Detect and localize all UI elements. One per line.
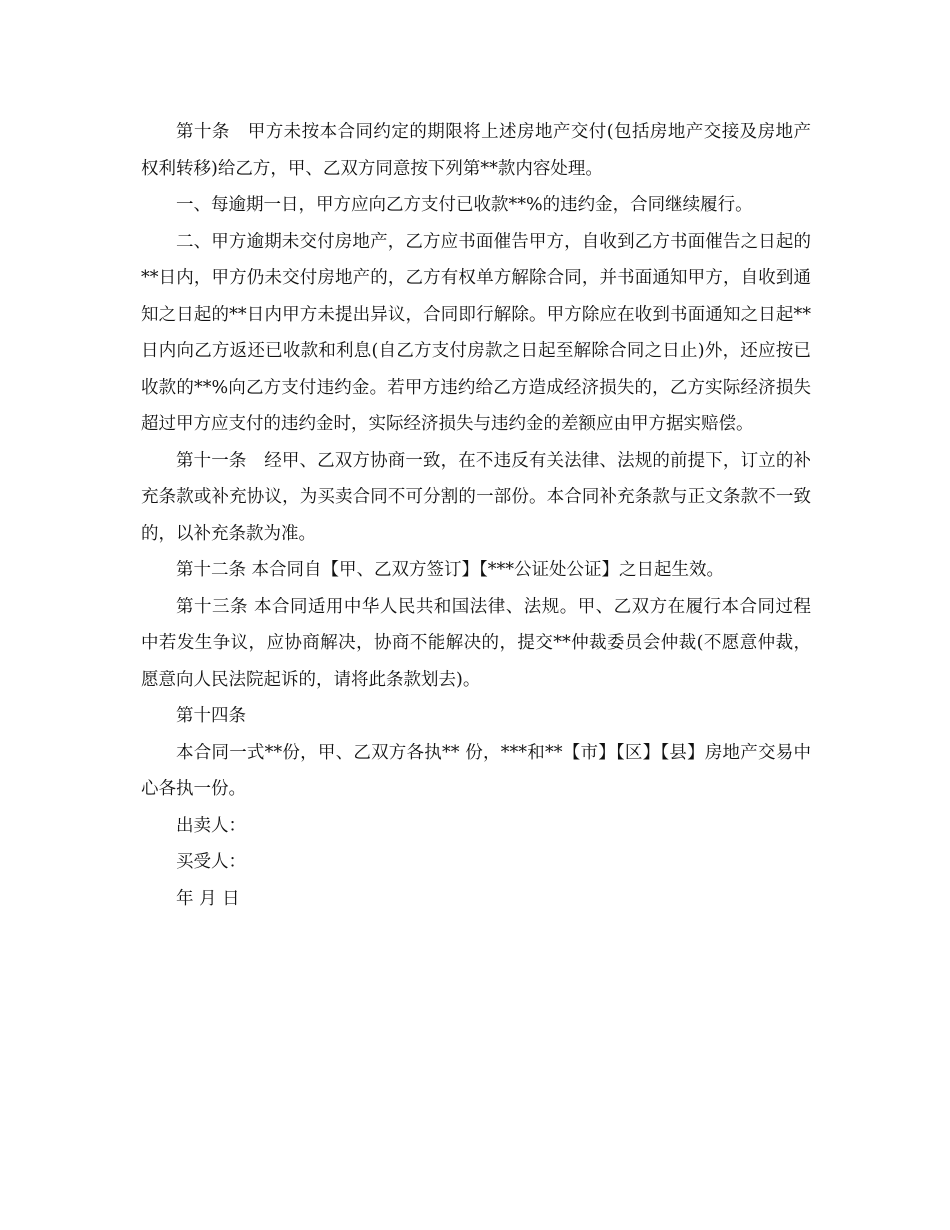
copies-paragraph: 本合同一式**份，甲、乙双方各执** 份，***和**【市】【区】【县】房地产交易中心各执一份。	[141, 742, 811, 799]
article-10-paragraph: 第十条 甲方未按本合同约定的期限将上述房地产交付(包括房地产交接及房地产权利转移)给乙方，甲、乙双方同意按下列第**款内容处理。	[141, 122, 811, 179]
document-body	[141, 114, 811, 917]
clause-1-paragraph: 一、每逾期一日，甲方应向乙方支付已收款**%的违约金，合同继续履行。	[176, 195, 753, 215]
buyer-signature-line: 买受人：	[176, 852, 246, 872]
article-11-paragraph: 第十一条 经甲、乙双方协商一致，在不违反有关法律、法规的前提下，订立的补充条款或补充协议，为买卖合同不可分割的一部份。本合同补充条款与正文条款不一致的，以补充条款为准。	[141, 450, 811, 544]
article-13-paragraph: 第十三条 本合同适用中华人民共和国法律、法规。甲、乙双方在履行本合同过程中若发生争议，应协商解决，协商不能解决的，提交**仲裁委员会仲裁(不愿意仲裁，愿意向人民法院起诉的，请将此条款划去)。	[141, 596, 811, 690]
seller-signature-line: 出卖人：	[176, 815, 246, 836]
article-12-paragraph: 第十二条 本合同自【甲、乙双方签订】【***公证处公证】之日起生效。	[176, 560, 725, 580]
article-14-heading: 第十四条	[176, 706, 246, 726]
date-line: 年 月 日	[176, 888, 240, 909]
clause-2-paragraph: 二、甲方逾期未交付房地产，乙方应书面催告甲方，自收到乙方书面催告之日起的**日内，甲方仍未交付房地产的，乙方有权单方解除合同，并书面通知甲方，自收到通知之日起的**日内甲方未提出异议，合同即行解除。甲方除应在收到书面通知之日起**日内向乙方返还已收款和利息(自乙方支付房款之日起至解除合同之日止)外，还应按已收款的**%向乙方支付违约金。若甲方违约给乙方造成经济损失的，乙方实际经济损失超过甲方应支付的违约金时，实际经济损失与违约金的差额应由甲方据实赔偿。	[141, 231, 811, 434]
